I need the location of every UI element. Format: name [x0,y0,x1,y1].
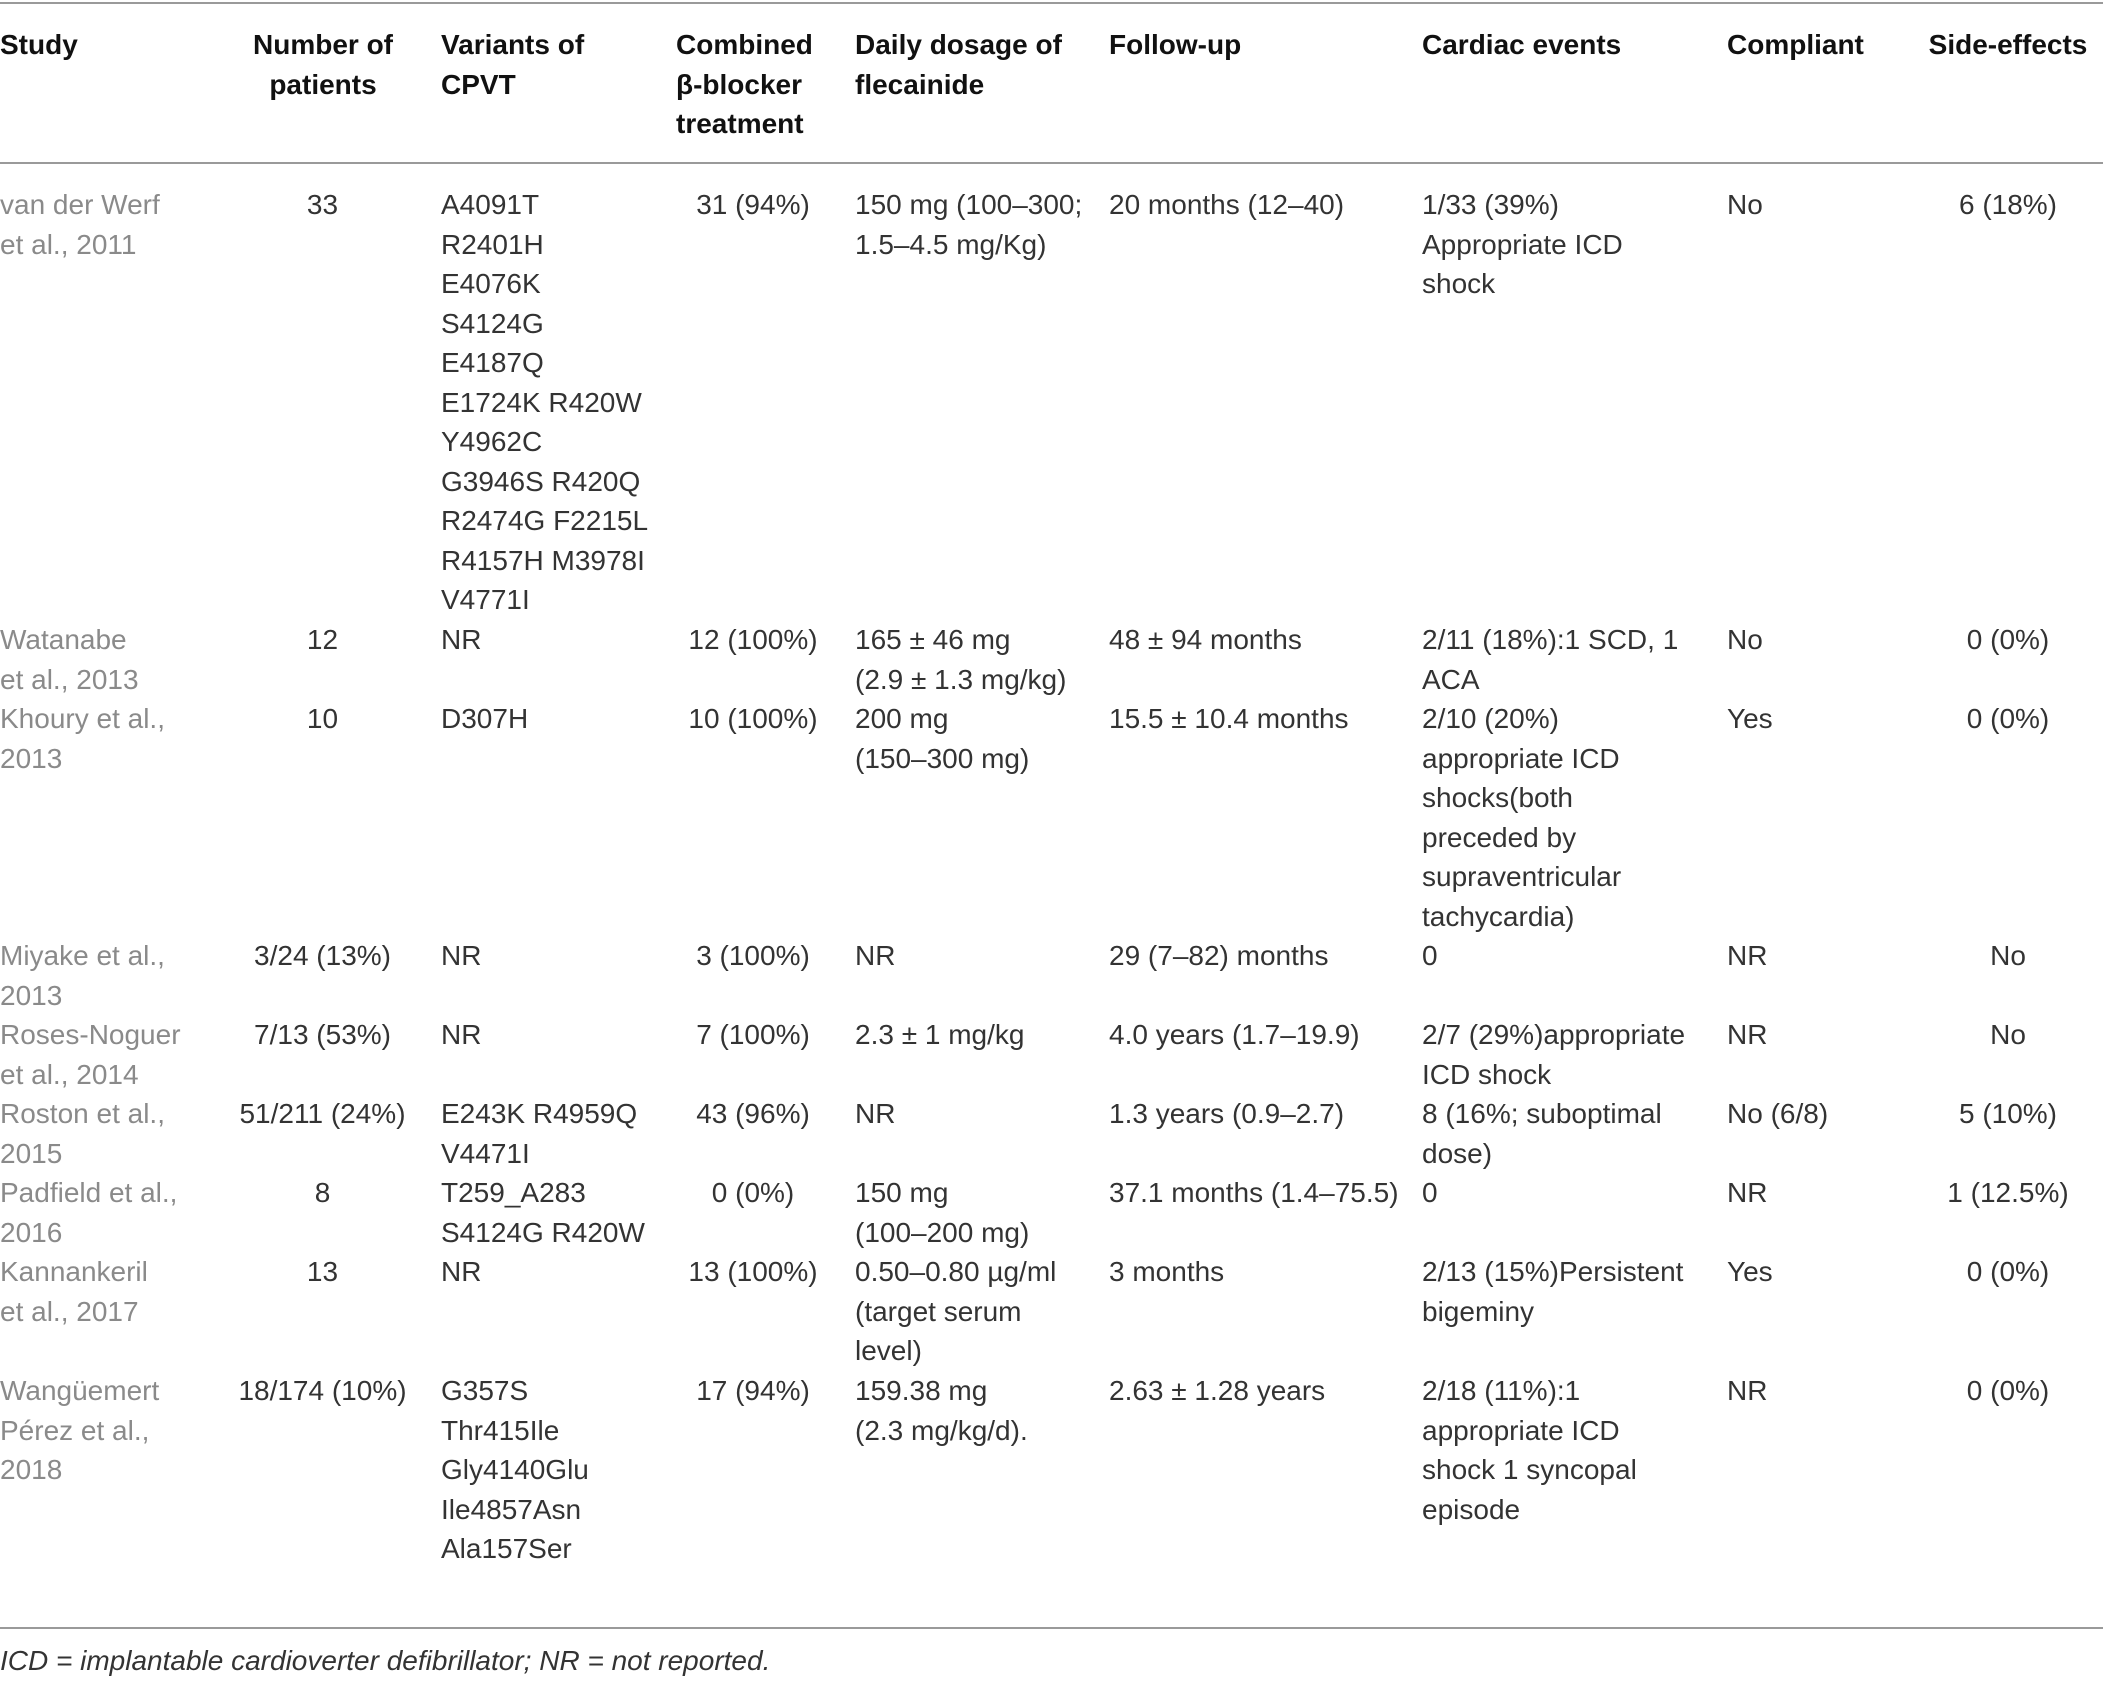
variants-cell: NR [441,940,482,971]
header-compliant: Compliant [1727,29,1864,60]
patients-cell: 51/211 (24%) [239,1098,406,1129]
variants-cell: D307H [441,703,529,734]
side-effects-cell: 0 (0%) [1966,624,2050,655]
follow-up-cell: 20 months (12–40) [1109,189,1345,220]
study-cell: Watanabe et al., 2013 [0,624,139,695]
compliant-cell: No [1727,624,1763,655]
patients-cell: 7/13 (53%) [254,1019,391,1050]
beta-blocker-cell: 43 (96%) [696,1098,810,1129]
header-number-of-patients: Number of patients [253,29,393,100]
study-cell: Roses-Noguer et al., 2014 [0,1019,181,1090]
side-effects-cell: No [1990,940,2026,971]
beta-blocker-cell: 17 (94%) [696,1375,810,1406]
compliant-cell: NR [1727,1375,1768,1406]
follow-up-cell: 15.5 ± 10.4 months [1109,703,1349,734]
patients-cell: 18/174 (10%) [238,1375,407,1406]
header-variants: Variants of CPVT [441,29,585,100]
follow-up-cell: 29 (7–82) months [1109,940,1329,971]
patients-cell: 10 [306,703,339,734]
variants-cell: A4091T R2401H E4076K S4124G E4187Q E1724K R420W Y4962C G3946S R420Q R2474G F2215L R4157H M3978I V4771I [441,189,649,615]
variants-cell: G357S Thr415Ile Gly4140Glu Ile4857Asn Ala157Ser [441,1375,589,1564]
compliant-cell: NR [1727,940,1768,971]
header-follow-up: Follow-up [1109,29,1242,60]
cardiac-events-cell: 1/33 (39%) Appropriate ICD shock [1422,189,1623,299]
dosage-cell: NR [855,1098,896,1129]
study-cell: Kannankeril et al., 2017 [0,1256,148,1327]
cardiac-events-cell: 0 [1422,1177,1438,1208]
patients-cell: 3/24 (13%) [254,940,391,971]
side-effects-cell: 0 (0%) [1966,1375,2050,1406]
compliant-cell: NR [1727,1177,1768,1208]
side-effects-cell: 1 (12.5%) [1947,1177,2069,1208]
header-beta-blocker: Combined β-blocker treatment [676,29,813,139]
dosage-cell: NR [855,940,896,971]
cardiac-events-cell: 2/7 (29%)appropriate ICD shock [1422,1019,1686,1090]
compliant-cell: No [1727,189,1763,220]
compliant-cell: NR [1727,1019,1768,1050]
variants-cell: NR [441,1019,482,1050]
dosage-cell: 0.50–0.80 µg/ml (target serum level) [855,1256,1057,1366]
patients-cell: 12 [306,624,339,655]
header-cardiac-events: Cardiac events [1422,29,1622,60]
dosage-cell: 150 mg (100–200 mg) [855,1177,1030,1248]
beta-blocker-cell: 31 (94%) [696,189,810,220]
table-footnote: ICD = implantable cardioverter defibrillator; NR = not reported. [0,1645,771,1676]
side-effects-cell: 5 (10%) [1958,1098,2058,1129]
dosage-cell: 2.3 ± 1 mg/kg [855,1019,1025,1050]
study-cell: Khoury et al., 2013 [0,703,165,774]
study-cell: Roston et al., 2015 [0,1098,165,1169]
dosage-cell: 165 ± 46 mg (2.9 ± 1.3 mg/kg) [855,624,1067,695]
side-effects-cell: No [1990,1019,2026,1050]
table-top-rule [0,2,2103,4]
beta-blocker-cell: 7 (100%) [696,1019,810,1050]
compliant-cell: No (6/8) [1727,1098,1829,1129]
patients-cell: 8 [314,1177,331,1208]
follow-up-cell: 2.63 ± 1.28 years [1109,1375,1326,1406]
cardiac-events-cell: 2/18 (11%):1 appropriate ICD shock 1 syncopal episode [1422,1375,1637,1525]
side-effects-cell: 0 (0%) [1966,703,2050,734]
table-bottom-rule [0,1627,2103,1629]
study-cell: Wangüemert Pérez et al., 2018 [0,1375,160,1485]
header-study: Study [0,29,78,60]
patients-cell: 33 [306,189,339,220]
cardiac-events-cell: 8 (16%; suboptimal dose) [1422,1098,1662,1169]
side-effects-cell: 6 (18%) [1958,189,2058,220]
variants-cell: E243K R4959Q V4471I [441,1098,638,1169]
beta-blocker-cell: 3 (100%) [696,940,810,971]
compliant-cell: Yes [1727,703,1773,734]
cardiac-events-cell: 2/11 (18%):1 SCD, 1 ACA [1422,624,1679,695]
cardiac-events-cell: 2/13 (15%)Persistent bigeminy [1422,1256,1684,1327]
study-cell: Miyake et al., 2013 [0,940,165,1011]
follow-up-cell: 37.1 months (1.4–75.5) [1109,1177,1399,1208]
dosage-cell: 200 mg (150–300 mg) [855,703,1030,774]
variants-cell: NR [441,624,482,655]
patients-cell: 13 [306,1256,339,1287]
study-cell: van der Werf et al., 2011 [0,189,160,260]
header-bottom-rule [0,162,2103,164]
cardiac-events-cell: 2/10 (20%) appropriate ICD shocks(both preceded by supraventricular tachycardia) [1422,703,1622,932]
follow-up-cell: 4.0 years (1.7–19.9) [1109,1019,1360,1050]
study-cell: Padfield et al., 2016 [0,1177,178,1248]
side-effects-cell: 0 (0%) [1966,1256,2050,1287]
beta-blocker-cell: 12 (100%) [688,624,818,655]
beta-blocker-cell: 13 (100%) [688,1256,818,1287]
variants-cell: NR [441,1256,482,1287]
follow-up-cell: 48 ± 94 months [1109,624,1302,655]
beta-blocker-cell: 0 (0%) [711,1177,795,1208]
follow-up-cell: 1.3 years (0.9–2.7) [1109,1098,1345,1129]
follow-up-cell: 3 months [1109,1256,1225,1287]
cardiac-events-cell: 0 [1422,940,1438,971]
header-daily-dosage: Daily dosage of flecainide [855,29,1062,100]
header-side-effects: Side-effects [1928,29,2088,60]
compliant-cell: Yes [1727,1256,1773,1287]
dosage-cell: 150 mg (100–300; 1.5–4.5 mg/Kg) [855,189,1083,260]
variants-cell: T259_A283 S4124G R420W [441,1177,645,1248]
dosage-cell: 159.38 mg (2.3 mg/kg/d). [855,1375,1028,1446]
beta-blocker-cell: 10 (100%) [688,703,818,734]
